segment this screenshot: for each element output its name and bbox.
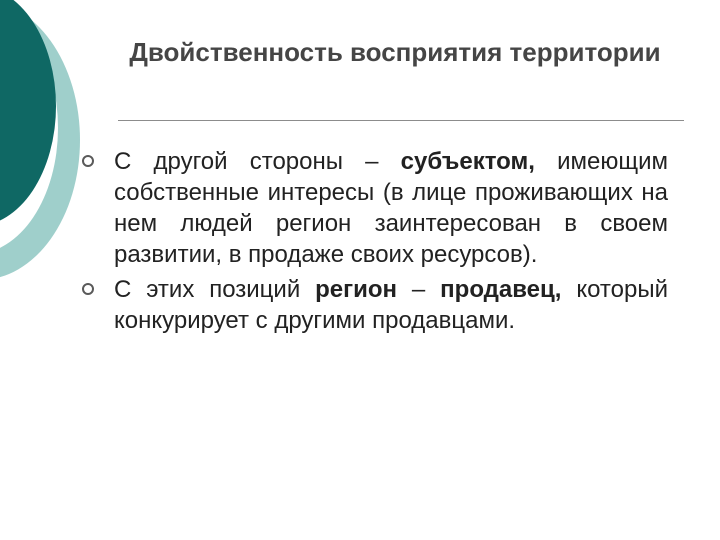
bullet-2-text-post: который конкурирует с другими продавцами. (114, 276, 668, 334)
bullet-list (78, 146, 668, 340)
bullet-1-text-post: имеющим собственные интересы (в лице проживающих на нем людей регион заинтересован в своем развитии, в продаже своих ресурсов). (114, 148, 669, 268)
hollow-circle-bullet-icon (82, 155, 94, 167)
title-divider (118, 120, 684, 121)
bullet-2-text-mid: – (397, 276, 441, 303)
bullet-2-text-bold-2: продавец, (440, 276, 562, 303)
slide-title: Двойственность восприятия территории (129, 37, 661, 67)
bullet-1-text-bold: субъектом, (400, 148, 535, 175)
hollow-circle-bullet-icon (82, 283, 94, 295)
bullet-2-text-bold: регион (315, 276, 398, 303)
bullet-1-text-pre: С другой стороны – (114, 148, 401, 175)
bullet-item-1 (78, 146, 668, 270)
bullet-item-2 (78, 274, 668, 336)
bullet-2-text-pre: С этих позиций (114, 276, 316, 303)
